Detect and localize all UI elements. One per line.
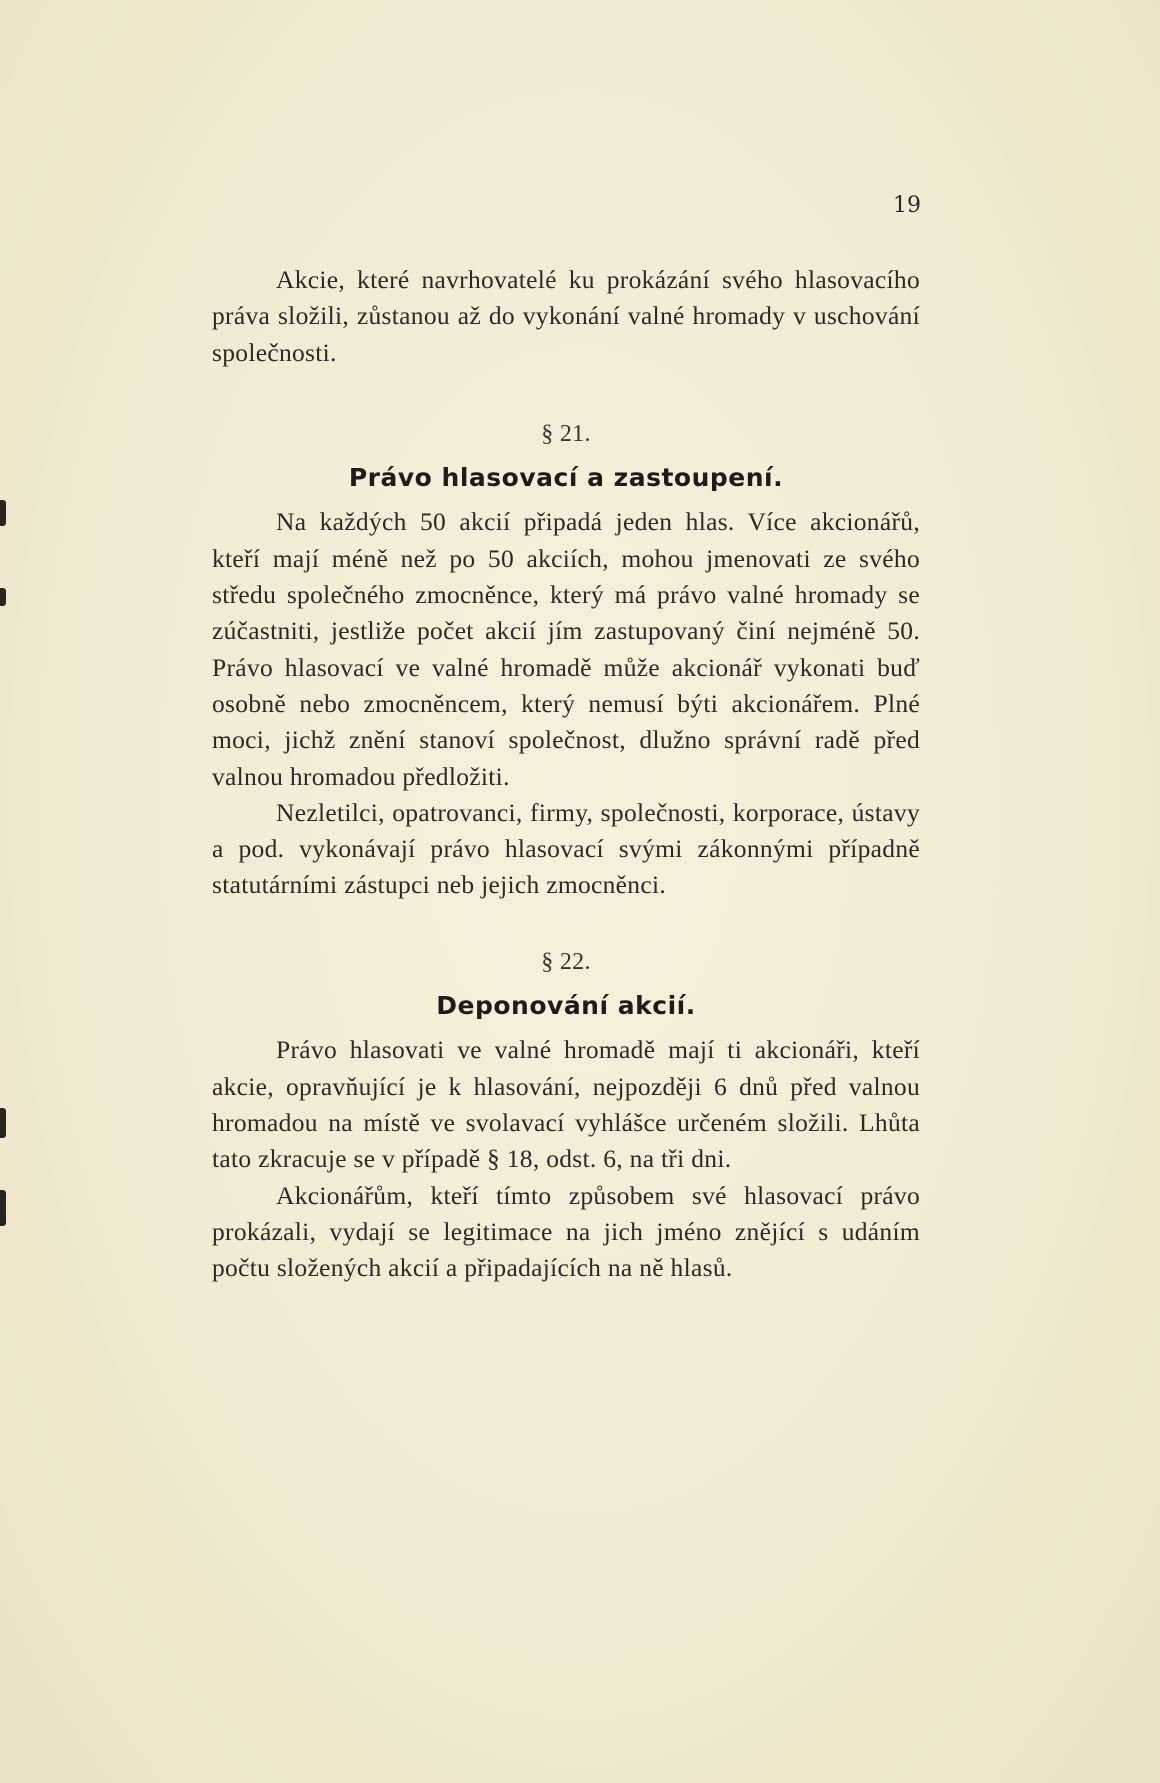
section-22-paragraph-1: Právo hlasovati ve valné hromadě mají ti akcionáři, kteří akcie, opravňující je k hlasování, nejpozději 6 dnů před valnou hromadou na místě ve svolavací vyhlášce určeném složili. Lhůta tato zkracuje se v případě § 18, odst. 6, na tři dni. (212, 1035, 920, 1174)
binding-mark (0, 1190, 6, 1226)
section-22-paragraph-2: Akcionářům, kteří tímto způsobem své hlasovací právo prokázali, vydají se legitimace na jich jméno znějící s udáním počtu složených akcií a připadajících na ně hlasů. (212, 1180, 920, 1283)
section-22-mark: § 22. (541, 948, 591, 975)
intro-paragraph: Akcie, které navrhovatelé ku prokázání svého hlasovacího práva složili, zůstanou až do vykonání valné hromady v uschování společnosti. (212, 265, 920, 367)
section-21-title: Právo hlasovací a zastoupení. (348, 463, 784, 493)
section-22-title: Deponování akcií. (436, 991, 696, 1021)
section-21-paragraph-1: Na každých 50 akcií připadá jeden hlas. Více akcionářů, kteří mají méně než po 50 akciích, mohou jmenovati ze svého středu společného zmocněnce, který má právo valné hromady se zúčastniti, jestliže počet akcií jím zastupovaný činí nejméně 50. Právo hlasovací ve valné hromadě může akcionář vykonati buď osobně nebo zmocněncem, který nemusí býti akcionářem. Plné moci, jichž znění stanoví společnost, dlužno správní radě před valnou hromadou předložiti. (212, 507, 920, 791)
section-21-mark: § 21. (541, 420, 591, 447)
binding-mark (0, 500, 6, 526)
page-number: 19 (893, 193, 921, 218)
binding-mark (0, 588, 6, 606)
section-21-paragraph-2: Nezletilci, opatrovanci, firmy, společnosti, korporace, ústavy a pod. vykonávají právo hlasovací svými zákonnými případně statutárními zástupci neb jejich zmocněnci. (212, 797, 920, 900)
binding-mark (0, 1108, 6, 1138)
document-body (212, 262, 920, 1286)
